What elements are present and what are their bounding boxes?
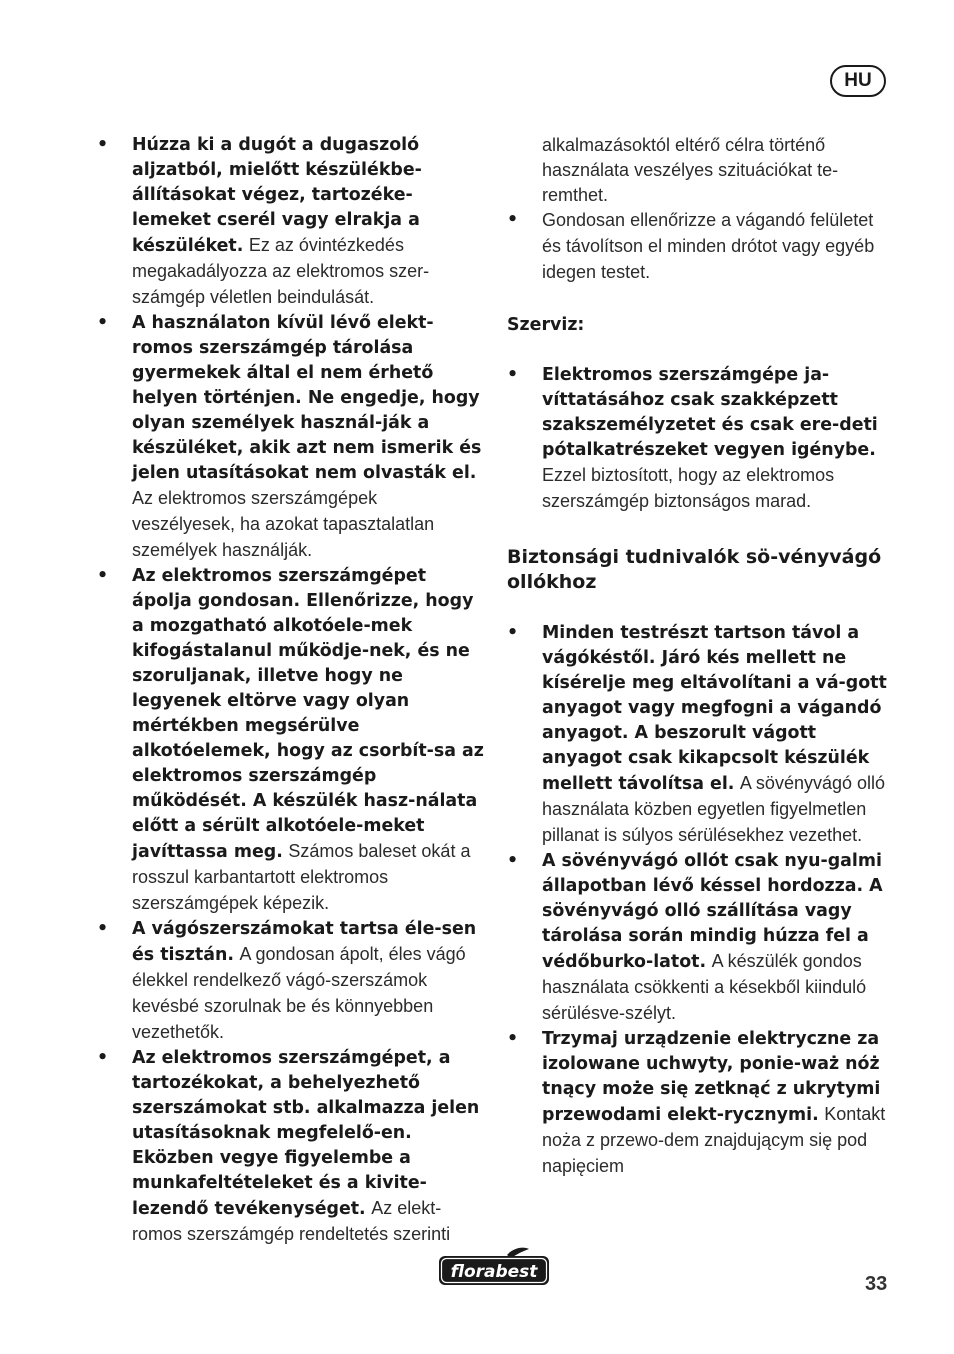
section-heading-safety: Biztonsági tudnivalók sö-vényvágó ollókhoz <box>507 546 882 593</box>
list-item <box>507 208 891 286</box>
item-normal-text: A készülék gondos használata csökkenti a késekből kiinduló sérülésve-szélyt. <box>542 951 867 1023</box>
item-bold-text: A vágószerszámokat tartsa éle-sen és tisztán. <box>132 919 477 965</box>
right-bullet-list-a <box>507 208 891 286</box>
item-bold-text: Az elektromos szerszámgépet ápolja gondosan. Ellenőrizze, hogy a mozgatható alkotóele-mek kifogástalanul működje-nek, és ne szoruljanak, illetve hogy ne legyenek eltörve vagy olyan mértékben megsérülve alkotóelemek, hogy az csorbít-sa az elektromos szerszámgép működését. A készülék hasz-nálata előtt a sérült alkotóele-meket javíttassa meg. <box>132 566 484 862</box>
logo-wordmark: florabest <box>450 1262 538 1282</box>
right-bullet-list-c <box>507 621 891 1180</box>
language-badge: HU <box>830 65 886 97</box>
list-item <box>97 917 485 1046</box>
list-item <box>507 849 891 1027</box>
bullet-icon: • <box>507 1029 519 1049</box>
item-normal-text: Az elekt-romos szerszámgép rendeltetés szerinti <box>132 1198 451 1244</box>
item-bold-text: A sövényvágó ollót csak nyu-galmi állapotban lévő késsel hordozza. A sövényvágó olló szállítása vagy tárolása során mindig húzza fel a védőburko-latot. <box>542 851 883 972</box>
list-item <box>97 564 485 917</box>
section-heading-szerviz: Szerviz: <box>507 315 585 335</box>
item-bold-text: Elektromos szerszámgépe ja-víttatásához csak szakképzett szakszemélyzetet és csak ere-deti pótalkatrészeket vegyen igénybe. <box>542 365 878 460</box>
list-item <box>507 363 891 515</box>
list-item <box>507 1027 891 1180</box>
list-item <box>507 621 891 849</box>
item-bold-text: Trzymaj urządzenie elektryczne za izolowane uchwyty, ponie-waż nóż tnący może się zetknąć z ukrytymi przewodami elekt-rycznymi. <box>542 1029 881 1125</box>
item-bold-text: Húzza ki a dugót a dugaszoló aljzatból, mielőtt készülékbe-állításokat végez, tartozéke-lemeket cserél vagy elrakja a készüléket. <box>132 135 422 256</box>
left-bullet-list <box>97 133 485 1248</box>
list-item <box>97 311 485 564</box>
continued-text: alkalmazásoktól eltérő célra történő használata veszélyes szituációkat te-remthet. <box>542 135 839 205</box>
right-column <box>507 133 891 1180</box>
item-normal-text: A gondosan ápolt, éles vágó élekkel rendelkező vágó-szerszámok kevésbé szorulnak be és könnyebben vezethetők. <box>132 944 466 1042</box>
list-item <box>97 133 485 311</box>
list-item <box>97 1046 485 1248</box>
left-column <box>97 133 485 1248</box>
bullet-icon: • <box>507 623 519 643</box>
right-bullet-list-b <box>507 363 891 515</box>
page-number: 33 <box>865 1273 888 1295</box>
bullet-icon: • <box>507 851 519 871</box>
item-bold-text: Az elektromos szerszámgépet, a tartozékokat, a behelyezhető szerszámokat stb. alkalmazza jelen utasításoknak megfelelő-en. Eközben vegye figyelembe a munkafeltételeket és a kivite-lezendő tevékenységet. <box>132 1048 480 1219</box>
item-normal-text: Az elektromos szerszámgépek veszélyesek, ha azokat tapasztalatlan személyek használják. <box>132 488 435 560</box>
item-normal-text: Számos baleset okát a rosszul karbantartott elektromos szerszámgépek képezik. <box>132 841 471 913</box>
item-normal-text: A sövényvágó olló használata közben egyetlen figyelmetlen pillanat is súlyos sérülésekhez vezethet. <box>542 773 886 845</box>
item-bold-text: Minden testrészt tartson távol a vágókéstől. Járó kés mellett ne kísérelje meg eltávolítani a vá-gott anyagot vagy megfogni a vágandó anyagot. A beszorult vágott anyagot csak kikapcsolt készülék mellett távolítsa el. <box>542 623 887 794</box>
bullet-icon: • <box>97 313 109 333</box>
bullet-icon: • <box>507 210 519 230</box>
bullet-icon: • <box>97 1048 109 1068</box>
item-normal-text: Ez az óvintézkedés megakadályozza az elektromos szer-számgép véletlen beindulását. <box>132 235 430 307</box>
item-normal-text: Kontakt noża z przewo-dem znajdującym się pod napięciem <box>542 1104 886 1176</box>
item-normal-text: Gondosan ellenőrizze a vágandó felületet és távolítson el minden drótot vagy egyéb idegen testet. <box>542 210 875 282</box>
item-bold-text: A használaton kívül lévő elekt-romos szerszámgép tárolása gyermekek által el nem érhető helyen történjen. Ne engedje, hogy olyan személyek használ-ják a készüléket, akik azt nem ismerik és jelen utasításokat nem olvasták el. <box>132 313 482 483</box>
bullet-icon: • <box>97 135 109 155</box>
florabest-logo <box>437 1247 551 1287</box>
item-normal-text: Ezzel biztosított, hogy az elektromos szerszámgép biztonságos marad. <box>542 465 835 511</box>
bullet-icon: • <box>507 365 519 385</box>
bullet-icon: • <box>97 566 109 586</box>
bullet-icon: • <box>97 919 109 939</box>
